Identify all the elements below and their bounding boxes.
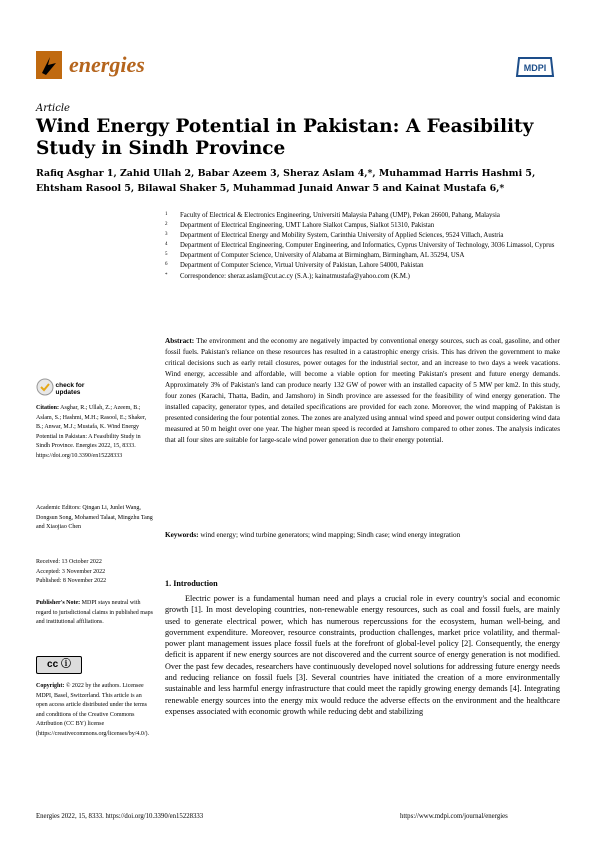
publisher-note: Publisher's Note: MDPI stays neutral with regard to jurisdictional claims in published maps and institutional affiliations. (36, 600, 153, 626)
check-for-updates-button[interactable]: check for updates (36, 378, 154, 401)
mdpi-logo-icon (515, 56, 555, 78)
keywords (165, 530, 560, 541)
academic-editors: Academic Editors: Qingan Li, Junlei Wang, Dongsun Song, Mohamed Talaat, Mingzhu Tang and Xiaojiao Chen (36, 505, 153, 531)
affiliations (165, 211, 565, 282)
footer-citation: Energies 2022, 15, 8333. https://doi.org/10.3390/en15228333 (36, 813, 204, 820)
dates: Received: 13 October 2022 Accepted: 3 November 2022 Published: 8 November 2022 (36, 559, 107, 585)
affiliation-item: 1 Faculty of Electrical & Electronics Engineering, Universiti Malaysia Pahang (UMP), Pekan 26600, Pahang, Malaysia (165, 212, 500, 219)
abstract (165, 336, 560, 446)
citation: Citation: Asghar, R.; Ullah, Z.; Azeem, B.; Aslam, S.; Hashmi, M.H.; Rasool, E.; Shaker, B.; Anwar, M.J.; Mustafa, K. Wind Energy Potential in Pakistan: A Feasibility Study in Sindh Province. Energies 2022, 15, 8333. https://doi.org/10.3390/en15228333 (36, 405, 147, 459)
authors-line-2: Ehtsham Rasool 5, Bilawal Shaker 5, Muhammad Junaid Anwar 5 and Kainat Mustafa 6,* (36, 183, 505, 194)
cc-by-license-icon[interactable]: cc ⓘ (36, 656, 82, 674)
affiliation-item: 4 Department of Electrical Engineering, Computer Engineering, and Informatics, Cyprus University of Technology, 3036 Limassol, Cyprus (165, 242, 555, 250)
page-title: Wind Energy Potential in Pakistan: A Feasibility Study in Sindh Province (36, 116, 534, 159)
affiliation-item: 3 Department of Electrical Energy and Mobility System, Carinthia University of Applied Sciences, 9524 Villach, Austria (165, 232, 504, 240)
correspondence: * Correspondence: sheraz.aslam@cut.ac.cy (S.A.); kainatmustafa@yahoo.com (K.M.) (165, 272, 410, 280)
copyright: Copyright: © 2022 by the authors. Licensee MDPI, Basel, Switzerland. This article is an open access article distributed under the terms and conditions of the Creative Commons Attribution (CC BY) license (https://creativecommons.org/licenses/by/4.0/). (36, 683, 150, 737)
mdpi-logo-text: MDPI (523, 63, 547, 73)
check-updates-icon (36, 378, 54, 401)
journal-logo-icon (36, 51, 62, 79)
keywords-label: Keywords: (165, 531, 199, 539)
affiliation-item: 6 Department of Computer Science, Virtual University of Pakistan, Lahore 54000, Pakistan (165, 262, 424, 270)
authors-line-1: Rafiq Asghar 1, Zahid Ullah 2, Babar Azeem 3, Sheraz Aslam 4,*, Muhammad Harris Hashmi 5, (36, 168, 536, 179)
abstract-label: Abstract: (165, 337, 195, 345)
intro-paragraph: Electric power is a fundamental human need and plays a crucial role in every country's social and economic growth [1]. In most developing countries, non-renewable energy resources, such as coal and fossil fuels, are mainly used to generate electrical power, which has numerous repercussions for the ecosystem, human well-being, and government expenditure. Moreover, resource constraints, production challenges, market price volatility, and thermal-power plant management issues place fossil fuels at the forefront of global-level policy [2]. Consequently, the energy deficit is apparent if new energy sources are not discovered and the current source of energy generation is not modified. Over the past few decades, researchers have continuously developed novel solutions for addressing future energy needs and reducing reliance on fossil fuels [3]. Several countries have initiated the creation of a more environmentally sustainable and less harmful energy infrastructure that could meet the rapidly growing energy demands [4]. Integrating renewable energy sources into the energy mix would reduce the adverse effects on the environment and the healthcare expenses associated with economic growth while reducing debt and stabilizing (165, 594, 560, 716)
abstract-text: The environment and the economy are negatively impacted by conventional energy sources, such as coal, gasoline, and other fossil fuels. Pakistan's reliance on these resources has resulted in a catastrophic energy crisis. This has driven the government to make critical decisions such as early retail closures, power outages for the industrial sector, and an increase to two days a week vacations. Wind energy, accessible and affordable, will become a viable option for meeting Pakistan's present and future energy demands. Approximately 3% of Pakistan's land can produce nearly 132 GW of power with an installed capacity of 5 MW per km2. In this study, four zones (Karachi, Thatta, Badin, and Jamshoro) in Sindh province are assessed for the feasibility of wind energy generation. The installed capacity, generator types, and detailed specifications are provided for each zone. Moreover, the wind mapping of Pakistan is presented considering the four potential zones. The zones are analyzed using annual wind speed and power output considering wind data measured at 50 m height over one year. The higher mean speed is recorded at Jamshoro compared to other zones. The analysis indicates that all four sites are suitable for large-scale wind power generation due to their energy potential. (165, 337, 560, 444)
authors (36, 166, 560, 196)
journal-name: energies (69, 52, 145, 77)
keywords-text: wind energy; wind turbine generators; wind mapping; Sindh case; wind energy integration (200, 531, 461, 539)
article-type: Article (36, 103, 70, 114)
affiliation-item: 5 Department of Computer Science, University of Alabama at Birmingham, Birmingham, AL 35294, USA (165, 252, 465, 260)
footer-journal-link[interactable]: https://www.mdpi.com/journal/energies (400, 813, 508, 820)
affiliation-item: 2 Department of Electrical Engineering, UMT Lahore Sialkot Campus, Sialkot 51310, Pakistan (165, 222, 435, 230)
section-title: 1. Introduction (165, 579, 218, 588)
